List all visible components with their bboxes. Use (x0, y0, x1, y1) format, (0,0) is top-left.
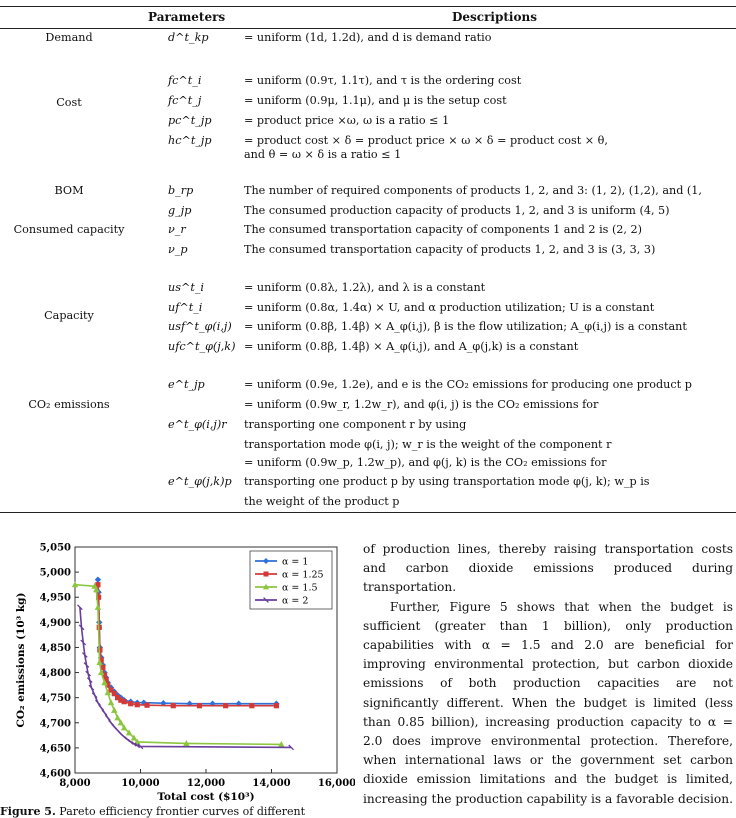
data-point (197, 703, 202, 708)
legend-label: α = 1 (282, 556, 309, 568)
table-top-rule (0, 6, 736, 7)
param-symbol: uf^t_i (168, 301, 203, 314)
data-point (114, 714, 120, 720)
param-description: = uniform (0.9w_r, 1.2w_r), and φ(i, j) is the CO₂ emissions for (244, 398, 599, 411)
param-symbol: e^t_φ(i,j)r (168, 418, 227, 431)
param-description: = uniform (0.9μ, 1.1μ), and μ is the setup cost (244, 94, 507, 107)
x-axis-label: Total cost ($10³) (157, 791, 255, 803)
figure-caption (0, 805, 305, 818)
param-category: Demand (45, 31, 93, 44)
data-point (95, 576, 101, 582)
param-symbol: e^t_φ(j,k)p (168, 475, 232, 488)
x-tick-label: 16,000 (317, 778, 355, 789)
param-description: = uniform (0.9τ, 1.1τ), and τ is the ordering cost (244, 74, 522, 87)
param-description: = uniform (0.8β, 1.4β) × A_φ(i,j), β is the flow utilization; A_φ(i,j) is a constant (244, 320, 687, 333)
figure-5 (0, 537, 355, 817)
y-tick-label: 4,950 (39, 592, 71, 604)
param-description: = uniform (0.9e, 1.2e), and e is the CO₂ emissions for producing one product p (244, 378, 692, 391)
data-point (99, 705, 104, 710)
x-tick-label: 12,000 (186, 778, 226, 789)
data-point (128, 701, 133, 706)
x-tick-label: 10,000 (121, 778, 160, 789)
body-text (363, 540, 733, 809)
data-point (108, 699, 114, 705)
paragraph-1: of production lines, thereby raising transportation costs and carbon dioxide emissions produced during transportation. (363, 542, 733, 595)
y-axis-label: CO₂ emissions (10³ kg) (15, 592, 27, 728)
y-tick-label: 4,850 (39, 642, 71, 654)
param-category: CO₂ emissions (28, 398, 110, 411)
data-point (274, 703, 279, 708)
series-line (80, 607, 291, 747)
data-point (144, 703, 149, 708)
y-tick-label: 4,600 (39, 768, 71, 780)
caption-text: Pareto efficiency frontier curves of different (59, 805, 306, 818)
param-symbol: usf^t_φ(i,j) (168, 320, 232, 333)
param-description: transportation mode φ(i, j); w_r is the weight of the component r (244, 438, 612, 451)
legend-label: α = 1.25 (282, 569, 324, 581)
y-tick-label: 4,800 (39, 668, 71, 680)
x-tick-label: 8,000 (59, 778, 91, 789)
param-description: transporting one component r by using (244, 418, 467, 431)
legend-label: α = 1.5 (282, 582, 318, 594)
caption-label: Figure 5. (0, 805, 56, 818)
data-point (105, 715, 110, 720)
param-description: = uniform (1d, 1.2d), and d is demand ratio (244, 31, 492, 44)
param-description: The consumed transportation capacity of products 1, 2, and 3 is (3, 3, 3) (244, 243, 656, 256)
y-tick-label: 4,900 (39, 617, 71, 629)
param-description: = product cost × δ = product price × ω × δ = product cost × θ, (244, 134, 608, 147)
param-description: the weight of the product p (244, 495, 400, 508)
data-point (95, 604, 101, 610)
param-symbol: hc^t_jp (168, 134, 212, 147)
param-description: = uniform (0.8λ, 1.2λ), and λ is a constant (244, 281, 486, 294)
y-tick-label: 5,000 (39, 567, 71, 579)
y-tick-label: 4,750 (39, 693, 71, 705)
param-description: = uniform (0.9w_p, 1.2w_p), and φ(j, k) is the CO₂ emissions for (244, 456, 607, 469)
data-point (249, 703, 254, 708)
param-description: = product price ×ω, ω is a ratio ≤ 1 (244, 114, 450, 127)
param-description: and θ = ω × δ is a ratio ≤ 1 (244, 148, 402, 161)
param-symbol: ν_r (168, 223, 186, 236)
param-symbol: b_rp (168, 184, 194, 197)
y-tick-label: 5,050 (39, 542, 71, 554)
header-parameters: Parameters (148, 10, 226, 24)
data-point (102, 710, 107, 715)
param-category: Capacity (44, 309, 94, 322)
param-description: The number of required components of products 1, 2, and 3: (1, 2), (1,2), and (1, (244, 184, 702, 197)
table-header-rule (0, 28, 736, 29)
param-description: = uniform (0.8α, 1.4α) × U, and α production utilization; U is a constant (244, 301, 655, 314)
param-symbol: d^t_kp (168, 31, 209, 44)
data-point (135, 702, 140, 707)
param-description: = uniform (0.8β, 1.4β) × A_φ(i,j), and A_φ(j,k) is a constant (244, 340, 579, 353)
param-category: Consumed capacity (13, 223, 125, 236)
param-symbol: us^t_i (168, 281, 204, 294)
table-bottom-rule (0, 512, 736, 513)
param-symbol: ν_p (168, 243, 188, 256)
param-symbol: fc^t_j (168, 94, 202, 107)
param-category: BOM (54, 184, 84, 197)
param-symbol: pc^t_jp (168, 114, 212, 127)
param-symbol: ufc^t_φ(j,k) (168, 340, 236, 353)
y-tick-label: 4,700 (39, 718, 71, 730)
y-tick-label: 4,650 (39, 743, 71, 755)
data-point (111, 707, 117, 713)
paragraph-2: Further, Figure 5 shows that when the budget is sufficient (greater than 1 billion), only production capabilities with α = 1.5 and 2.0 are beneficial for improving environmental protection, but carbon dioxide emissions of both production capacities are not significantly different. When the budget is limited (less than 0.85 billion), increasing production capacity to α = 2.0 does improve environmental protection. Therefore, when international laws or the government set carbon dioxide emission limitations and the budget is limited, increasing the production capability is a favorable decision. (363, 599, 733, 806)
header-descriptions: Descriptions (452, 10, 537, 24)
param-symbol: fc^t_i (168, 74, 202, 87)
param-description: The consumed production capacity of products 1, 2, and 3 is uniform (4, 5) (244, 204, 670, 217)
param-symbol: g_jp (168, 204, 192, 217)
x-tick-label: 14,000 (252, 778, 291, 789)
data-point (122, 699, 127, 704)
param-symbol: e^t_jp (168, 378, 205, 391)
data-point (223, 703, 228, 708)
legend-marker (264, 572, 269, 577)
legend-label: α = 2 (282, 595, 309, 607)
param-description: transporting one product p by using transportation mode φ(j, k); w_p is (244, 475, 650, 488)
data-point (171, 703, 176, 708)
pareto-chart (0, 537, 355, 805)
param-description: The consumed transportation capacity of components 1 and 2 is (2, 2) (244, 223, 643, 236)
param-category: Cost (56, 96, 82, 109)
